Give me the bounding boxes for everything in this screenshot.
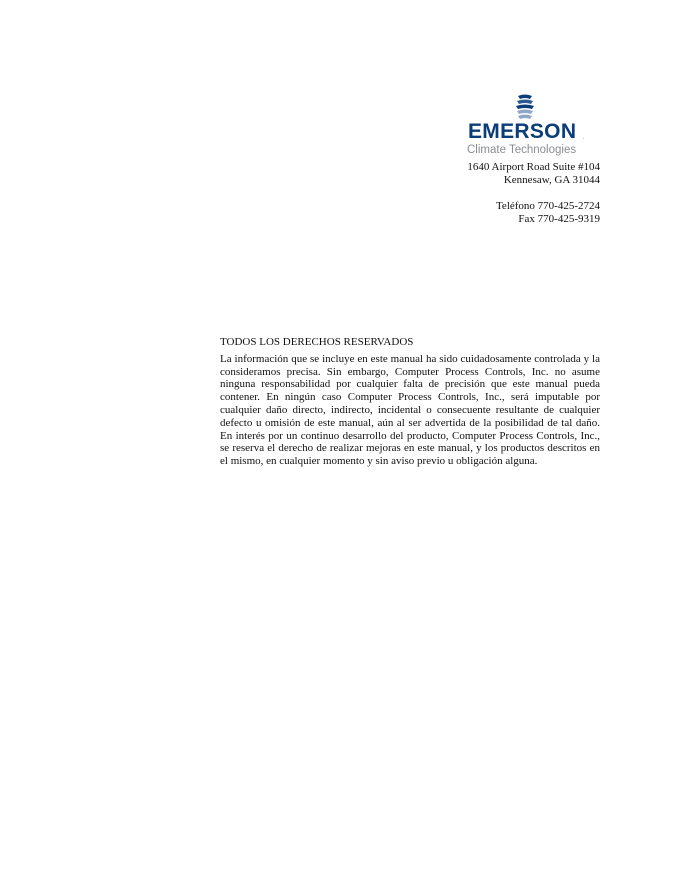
emerson-logo-icon: [510, 92, 540, 122]
rights-paragraph: La información que se incluye en este manual ha sido cuidadosamente controlada y la consideramos precisa. Sin embargo, Computer Process Controls, Inc. no asume ninguna responsabilidad por cualquier falta de precisión que este manual pueda contener. En ningún caso Computer Process Controls, Inc., será imputable por cualquier daño directo, indirecto, incidental o consecuente resultante de cualquier defecto u omisión de este manual, aún al ser advertida de la posibilidad de tal daño. En interés por un continuo desarrollo del producto, Computer Process Controls, Inc., se reserva el derecho de realizar mejoras en este manual, y los productos descritos en el mismo, en cualquier momento y sin aviso previo u obligación alguna.: [220, 352, 600, 468]
rights-section: [220, 336, 600, 468]
company-logo: [462, 92, 592, 162]
address-street: 1640 Airport Road Suite #104: [467, 161, 600, 173]
logo-brand-name: EMERSON: [468, 120, 577, 143]
address-spacer: [467, 187, 600, 200]
address-city: Kennesaw, GA 31044: [503, 174, 600, 186]
logo-trademark: .: [583, 135, 585, 141]
address-fax: Fax 770-425-9319: [518, 213, 600, 225]
company-address: [467, 161, 600, 226]
address-phone: Teléfono 770-425-2724: [495, 200, 600, 212]
logo-subtitle: Climate Technologies: [467, 144, 577, 156]
rights-heading: TODOS LOS DERECHOS RESERVADOS: [220, 336, 414, 348]
